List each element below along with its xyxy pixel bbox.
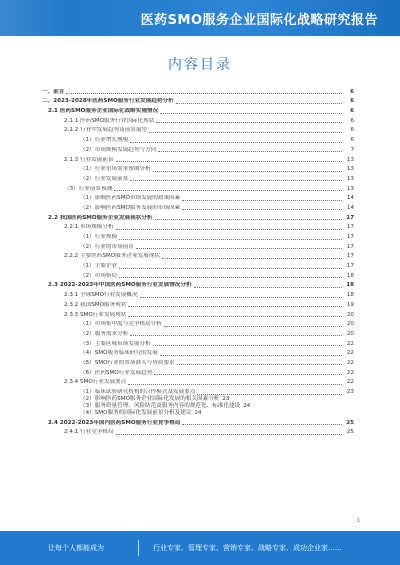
toc-entry-label: （3）主要区域市场发展分析 bbox=[80, 340, 151, 347]
toc-entry-label: 2.3.2 我国SMO服务现状 bbox=[64, 301, 127, 308]
toc-leader-dots bbox=[149, 132, 342, 133]
toc-entry-label: 2.4 2022-2023年国内医药SMO服务行业竞争格局 bbox=[48, 419, 181, 426]
toc-leader-dots bbox=[176, 103, 342, 104]
toc-leader-dots bbox=[182, 424, 342, 425]
toc-entry-page: 18 bbox=[346, 292, 354, 299]
toc-leader-dots bbox=[119, 239, 342, 240]
toc-entry-page: 13 bbox=[346, 185, 354, 192]
toc-leader-dots bbox=[160, 355, 342, 356]
toc-entry[interactable] bbox=[42, 222, 354, 232]
toc-entry-page: 17 bbox=[346, 253, 354, 260]
toc-entry-page: 25 bbox=[346, 429, 354, 436]
toc-leader-dots bbox=[154, 374, 342, 375]
toc-entry-label: 2.3 2022-2023年中国医药SMO服务行业发展情况分析 bbox=[48, 282, 192, 289]
toc-entry[interactable] bbox=[42, 410, 354, 417]
toc-entry[interactable] bbox=[42, 357, 354, 367]
toc-entry-label: （1）行业增长规模 bbox=[80, 137, 129, 144]
toc-entry[interactable] bbox=[42, 396, 354, 403]
header-bar bbox=[0, 0, 400, 36]
toc-entry-label: 2.1.1 医药SMO服务行业国际化现状 bbox=[64, 117, 155, 124]
toc-entry-page: 18 bbox=[346, 272, 354, 279]
toc-entry-page: 20 bbox=[346, 311, 354, 318]
toc-entry-page: 22 bbox=[346, 369, 354, 376]
toc-leader-dots bbox=[66, 93, 342, 94]
toc-entry[interactable] bbox=[42, 280, 354, 290]
toc-leader-dots bbox=[130, 142, 342, 143]
toc-entry[interactable] bbox=[42, 202, 354, 212]
table-of-contents bbox=[42, 86, 354, 436]
toc-entry-page: 7 bbox=[350, 146, 354, 153]
toc-entry-label: （2）影响医药SMO服务发展的市场因素 bbox=[80, 204, 181, 211]
toc-entry-label: 2.3.1 全球SMO行业发展概况 bbox=[64, 292, 138, 299]
toc-entry-label: （2）行业发展前景 bbox=[80, 175, 129, 182]
toc-entry-page: 22 bbox=[346, 340, 354, 347]
toc-entry-page: 6 bbox=[350, 117, 354, 124]
toc-entry-page: 13 bbox=[346, 166, 354, 173]
toc-entry-label: （1）主要企业 bbox=[80, 263, 118, 270]
toc-leader-dots bbox=[128, 384, 342, 385]
toc-entry[interactable] bbox=[42, 417, 354, 427]
toc-entry-label: 2.3.4 SMO行业发展要点 bbox=[64, 379, 127, 386]
toc-entry-label: 2.2 我国医药SMO服务企业发展现状分析 bbox=[48, 214, 153, 221]
toc-leader-dots bbox=[119, 268, 342, 269]
toc-leader-dots bbox=[114, 190, 342, 191]
toc-entry-page: 17 bbox=[346, 234, 354, 240]
toc-entry[interactable] bbox=[42, 427, 354, 437]
toc-leader-dots bbox=[177, 364, 342, 365]
toc-leader-dots bbox=[136, 248, 342, 249]
toc-entry-label: 二、2023-2028年医药SMO服务行业发展趋势分析 bbox=[42, 98, 174, 105]
toc-leader-dots bbox=[162, 258, 342, 259]
toc-entry-page: 17 bbox=[346, 224, 354, 231]
toc-entry[interactable] bbox=[42, 115, 354, 125]
footer-bar bbox=[0, 531, 400, 565]
toc-entry[interactable] bbox=[42, 299, 354, 309]
toc-title: 内容目录 bbox=[168, 57, 232, 73]
toc-entry[interactable] bbox=[42, 328, 354, 338]
toc-entry-label: （4）SMO服务的国际化发展前景分析及建议 bbox=[80, 410, 192, 416]
toc-entry[interactable] bbox=[42, 173, 354, 183]
toc-entry-page: 14 bbox=[346, 204, 354, 211]
toc-entry-page: 23 bbox=[346, 389, 354, 395]
toc-leader-dots bbox=[197, 394, 342, 395]
toc-entry-label: 2.4.1 行业竞争格局 bbox=[64, 429, 114, 436]
toc-leader-dots bbox=[130, 180, 342, 181]
toc-entry[interactable] bbox=[42, 251, 354, 261]
toc-leader-dots bbox=[194, 287, 342, 288]
report-title: 医药SMO服务企业国际化战略研究报告 bbox=[140, 12, 378, 28]
toc-entry-label: 2.1 医药SMO服务企业国际化战略实施情况 bbox=[48, 108, 159, 115]
toc-entry-label: 2.2.2 主要医药SMO服务企业发展现状 bbox=[64, 253, 160, 260]
toc-entry[interactable] bbox=[42, 386, 354, 396]
toc-entry-label: （3）行业前景预测 bbox=[64, 185, 113, 192]
toc-entry-page: 14 bbox=[346, 195, 354, 202]
toc-entry-page: 6 bbox=[350, 108, 354, 115]
toc-entry-page: 17 bbox=[346, 243, 354, 250]
toc-entry-label: 2.1.3 行业发展前景 bbox=[64, 156, 114, 163]
toc-entry[interactable] bbox=[42, 193, 354, 203]
toc-entry-label: （1）临床试验研究机构的合作模式及发展要点 bbox=[80, 389, 196, 395]
toc-entry-label: 2.2.1 市场规模分析 bbox=[64, 224, 114, 231]
toc-entry-page: 25 bbox=[346, 419, 354, 426]
toc-leader-dots bbox=[182, 209, 342, 210]
toc-entry-page: 6 bbox=[350, 127, 354, 134]
toc-entry[interactable] bbox=[42, 367, 354, 377]
footer-divider bbox=[138, 540, 139, 556]
toc-entry-label: （5）SMO行业的市场准入与资质要求 bbox=[80, 359, 175, 366]
toc-entry-label: （1）行业规模 bbox=[80, 234, 118, 240]
toc-entry[interactable] bbox=[42, 309, 354, 319]
toc-entry-page: 6 bbox=[350, 137, 354, 144]
toc-entry[interactable] bbox=[42, 134, 354, 144]
toc-entry-page: 17 bbox=[346, 263, 354, 270]
toc-entry-label: （2）市场格局 bbox=[80, 272, 118, 279]
toc-entry-label: （1）市场集中度与竞争格局分析 bbox=[80, 321, 162, 328]
toc-leader-dots bbox=[182, 200, 342, 201]
toc-leader-dots bbox=[130, 335, 342, 336]
toc-entry[interactable] bbox=[42, 348, 354, 358]
toc-entry[interactable] bbox=[42, 96, 354, 106]
toc-entry[interactable] bbox=[42, 403, 354, 410]
toc-entry-page: 17 bbox=[346, 214, 354, 221]
toc-entry-page: 13 bbox=[346, 156, 354, 163]
toc-entry-label: （2）市场规模发展趋势与方向 bbox=[80, 146, 157, 153]
toc-entry-page: 24 bbox=[243, 403, 251, 409]
toc-entry-label: 2.3.3 SMO行业发展现状 bbox=[64, 311, 127, 318]
toc-leader-dots bbox=[153, 345, 342, 346]
toc-entry-label: （2）行业的市场前景 bbox=[80, 243, 134, 250]
page-number: 1 bbox=[356, 518, 360, 524]
toc-entry[interactable] bbox=[42, 241, 354, 251]
toc-entry[interactable] bbox=[42, 86, 354, 96]
toc-entry[interactable] bbox=[42, 289, 354, 299]
toc-entry-label: （2）服务需求分析 bbox=[80, 330, 129, 337]
toc-leader-dots bbox=[116, 434, 342, 435]
toc-entry[interactable] bbox=[42, 125, 354, 135]
toc-leader-dots bbox=[164, 326, 342, 327]
toc-entry-page: 24 bbox=[194, 410, 202, 416]
toc-leader-dots bbox=[128, 316, 342, 317]
toc-entry-page: 20 bbox=[346, 321, 354, 328]
toc-entry[interactable] bbox=[42, 154, 354, 164]
toc-entry[interactable] bbox=[42, 212, 354, 222]
toc-entry-label: （6）医药SMO行业发展趋势 bbox=[80, 369, 153, 376]
toc-leader-dots bbox=[140, 297, 342, 298]
toc-entry[interactable] bbox=[42, 270, 354, 280]
toc-entry[interactable] bbox=[42, 164, 354, 174]
toc-entry[interactable] bbox=[42, 260, 354, 270]
toc-entry-page: 23 bbox=[222, 396, 230, 402]
toc-entry-page: 22 bbox=[346, 359, 354, 366]
toc-leader-dots bbox=[153, 171, 342, 172]
toc-leader-dots bbox=[160, 113, 342, 114]
toc-leader-dots bbox=[155, 219, 342, 220]
toc-entry-label: 一、前言 bbox=[42, 88, 65, 95]
toc-entry[interactable] bbox=[42, 105, 354, 115]
toc-entry-page: 13 bbox=[346, 175, 354, 182]
toc-entry-label: 2.1.2 行业中发展趋势及前景展望 bbox=[64, 127, 148, 134]
footer-slogan-left: 让每个人都能成为 bbox=[48, 544, 104, 552]
toc-entry[interactable] bbox=[42, 183, 354, 193]
toc-leader-dots bbox=[116, 161, 342, 162]
toc-entry[interactable] bbox=[42, 231, 354, 241]
toc-entry-label: （4）SMO服务临床研究的发展 bbox=[80, 350, 158, 357]
toc-entry-page: 19 bbox=[346, 301, 354, 308]
toc-leader-dots bbox=[119, 277, 342, 278]
toc-entry-page: 22 bbox=[346, 350, 354, 357]
toc-entry-label: （1）影响医药SMO市场发展的政策因素 bbox=[80, 195, 181, 202]
toc-leader-dots bbox=[128, 306, 342, 307]
toc-entry-page: 22 bbox=[346, 379, 354, 386]
toc-entry-page: 6 bbox=[350, 98, 354, 105]
toc-entry[interactable] bbox=[42, 144, 354, 154]
toc-entry[interactable] bbox=[42, 377, 354, 387]
toc-leader-dots bbox=[116, 229, 342, 230]
footer-slogan-right: 行业专家、管理专家、营销专家、战略专家、成功企业家…… bbox=[153, 544, 342, 552]
toc-leader-dots bbox=[156, 122, 342, 123]
toc-leader-dots bbox=[158, 151, 342, 152]
toc-entry-label: （3）服务质量管理、风险防范及服务内容的规范化、标准化建设 bbox=[80, 403, 241, 409]
toc-entry[interactable] bbox=[42, 338, 354, 348]
toc-entry-page: 20 bbox=[346, 330, 354, 337]
toc-entry-page: 6 bbox=[350, 88, 354, 95]
toc-entry[interactable] bbox=[42, 319, 354, 329]
toc-entry-page: 18 bbox=[346, 282, 354, 289]
toc-entry-label: （1）行业市场需求预期分析 bbox=[80, 166, 151, 173]
toc-entry-label: （2）影响医药SMO服务企业国际化发展的相关因素分析 bbox=[80, 396, 220, 402]
